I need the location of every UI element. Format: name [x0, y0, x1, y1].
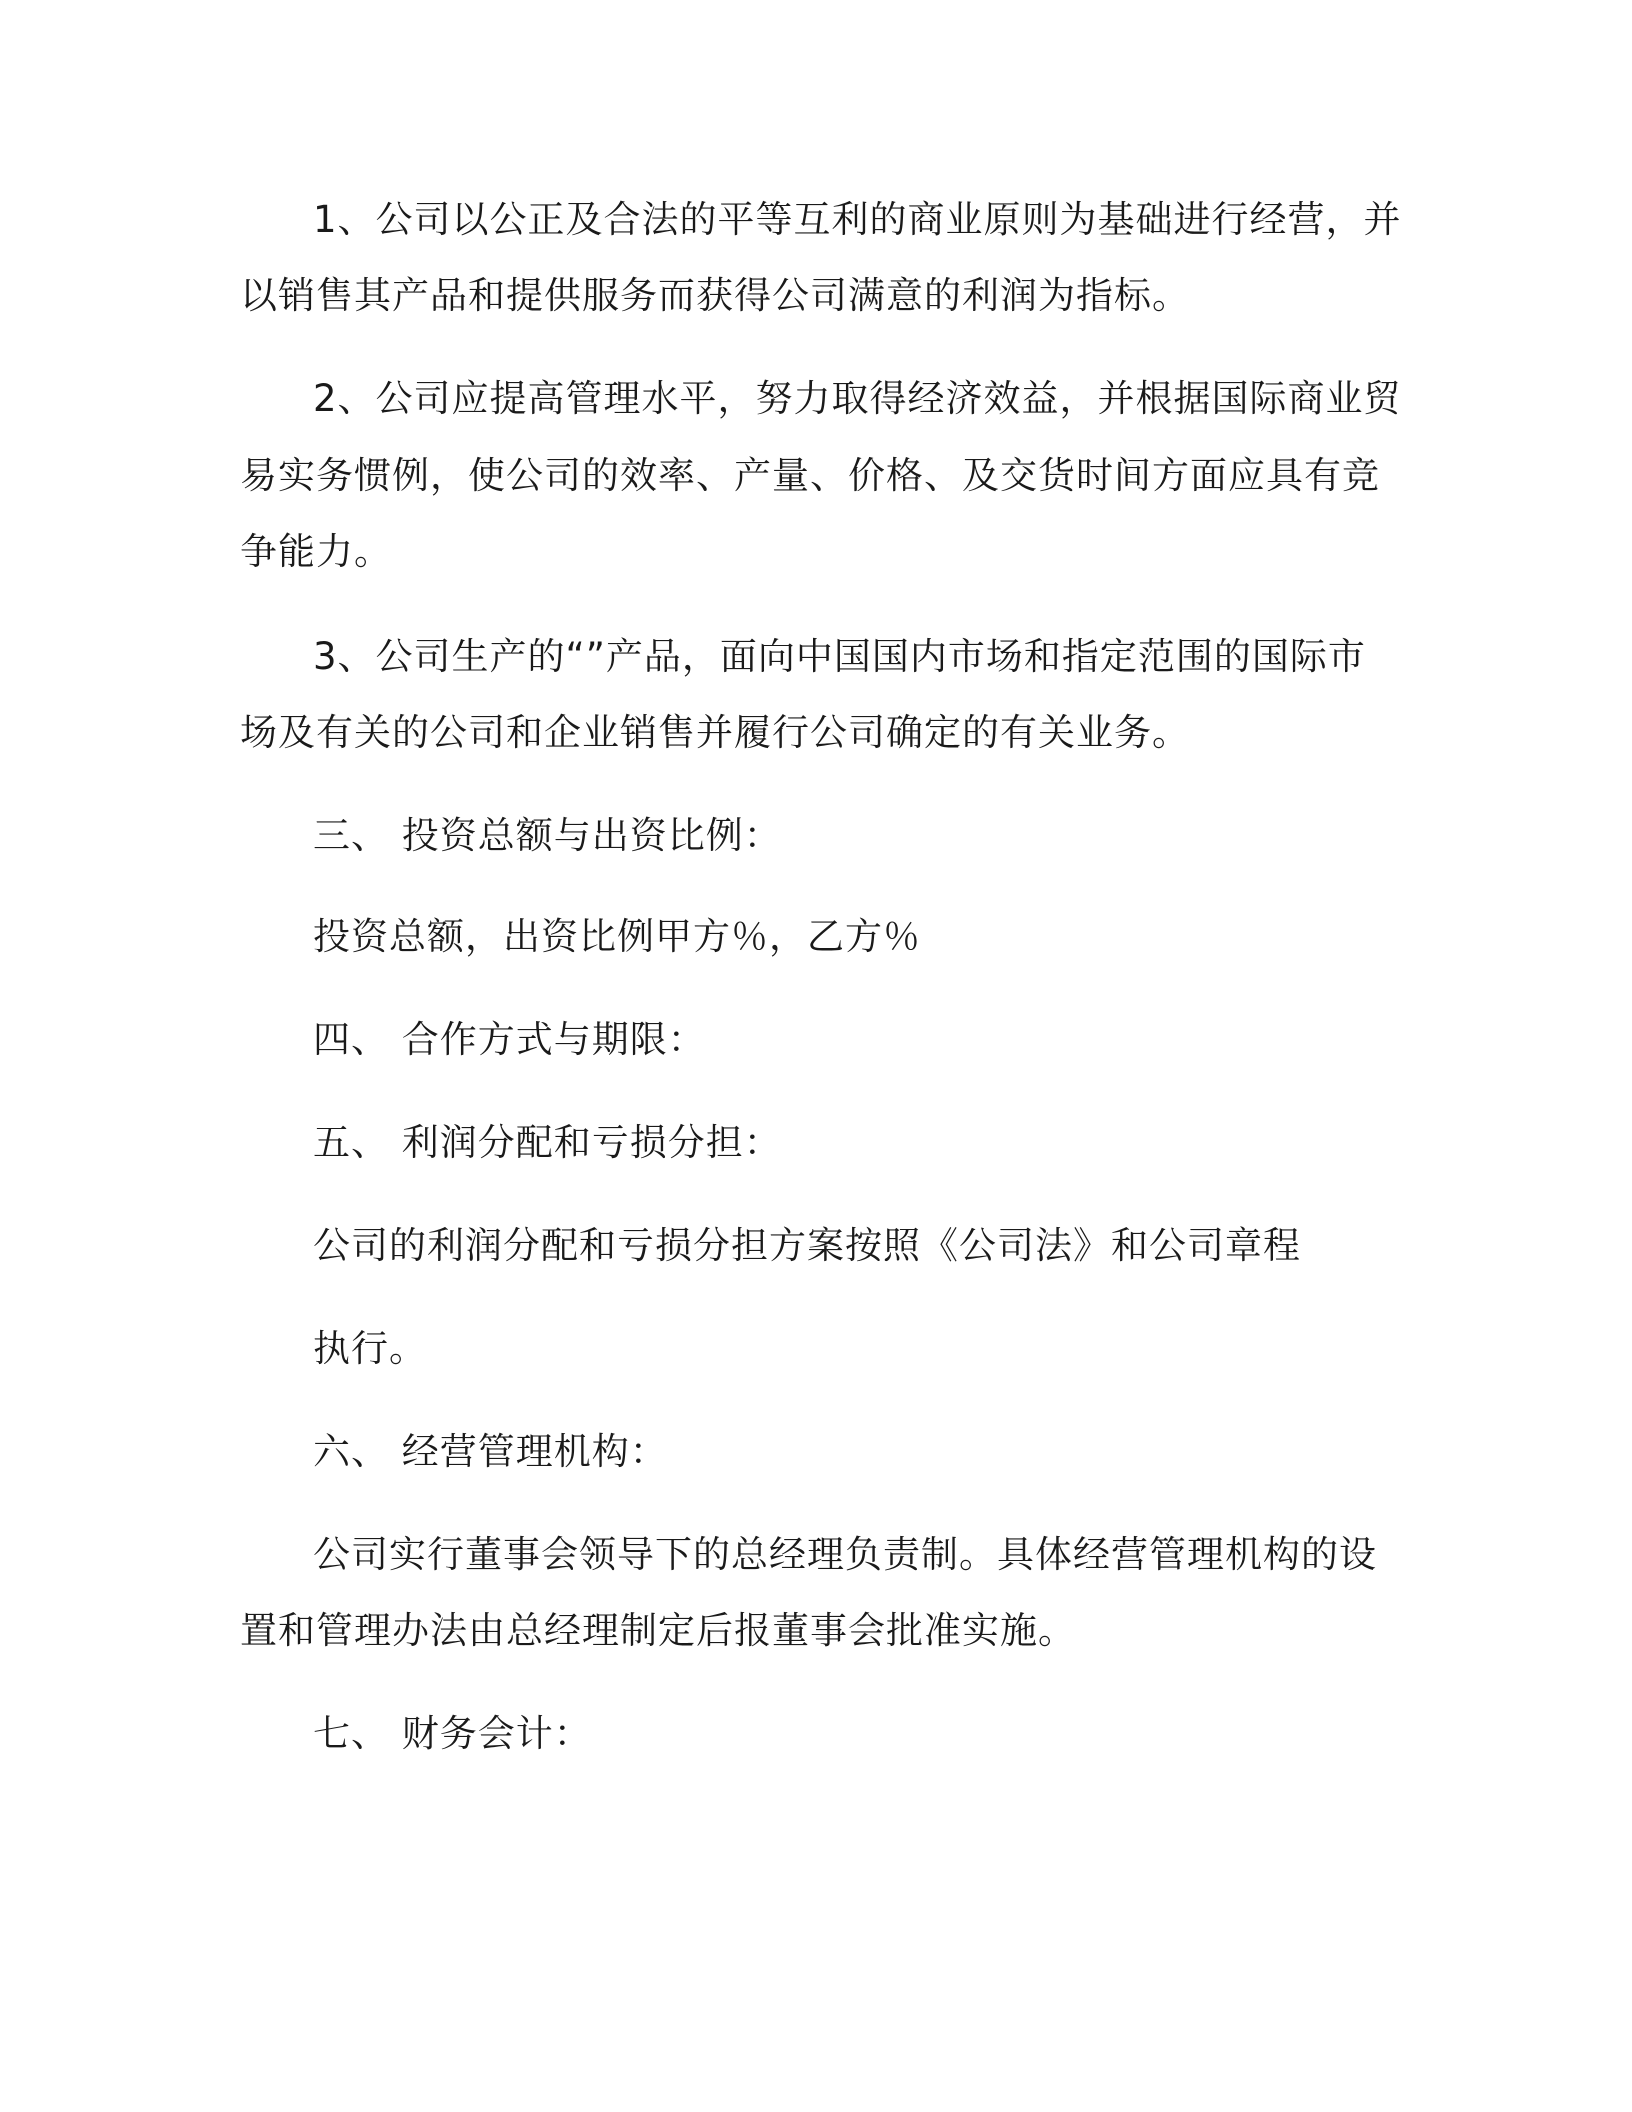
- paragraph-3-line-1: 3、公司生产的“”产品，面向中国国内市场和指定范围的国际市: [313, 635, 1366, 678]
- paragraph-2-line-2: 易实务惯例，使公司的效率、产量、价格、及交货时间方面应具有竞: [240, 454, 1380, 497]
- section-7-heading: 七、 财务会计：: [313, 1712, 592, 1755]
- paragraph-1-line-2: 以销售其产品和提供服务而获得公司满意的利润为指标。: [240, 274, 1190, 317]
- paragraph-3-line-2: 场及有关的公司和企业销售并履行公司确定的有关业务。: [240, 711, 1190, 754]
- section-5-heading: 五、 利润分配和亏损分担：: [313, 1121, 782, 1164]
- section-6-body-line-1: 公司实行董事会领导下的总经理负责制。具体经营管理机构的设: [313, 1533, 1377, 1576]
- section-3-body: 投资总额，出资比例甲方％，乙方％: [313, 915, 921, 958]
- section-6-body-line-2: 置和管理办法由总经理制定后报董事会批准实施。: [240, 1609, 1076, 1652]
- section-4-heading: 四、 合作方式与期限：: [313, 1018, 706, 1061]
- section-6-heading: 六、 经营管理机构：: [313, 1430, 668, 1473]
- section-5-body-line-2: 执行。: [313, 1327, 427, 1370]
- section-5-body-line-1: 公司的利润分配和亏损分担方案按照《公司法》和公司章程: [313, 1224, 1301, 1267]
- paragraph-2-line-1: 2、公司应提高管理水平，努力取得经济效益，并根据国际商业贸: [313, 377, 1402, 420]
- paragraph-1-line-1: 1、公司以公正及合法的平等互利的商业原则为基础进行经营，并: [313, 198, 1402, 241]
- section-3-heading: 三、 投资总额与出资比例：: [313, 814, 782, 857]
- paragraph-2-line-3: 争能力。: [240, 530, 392, 573]
